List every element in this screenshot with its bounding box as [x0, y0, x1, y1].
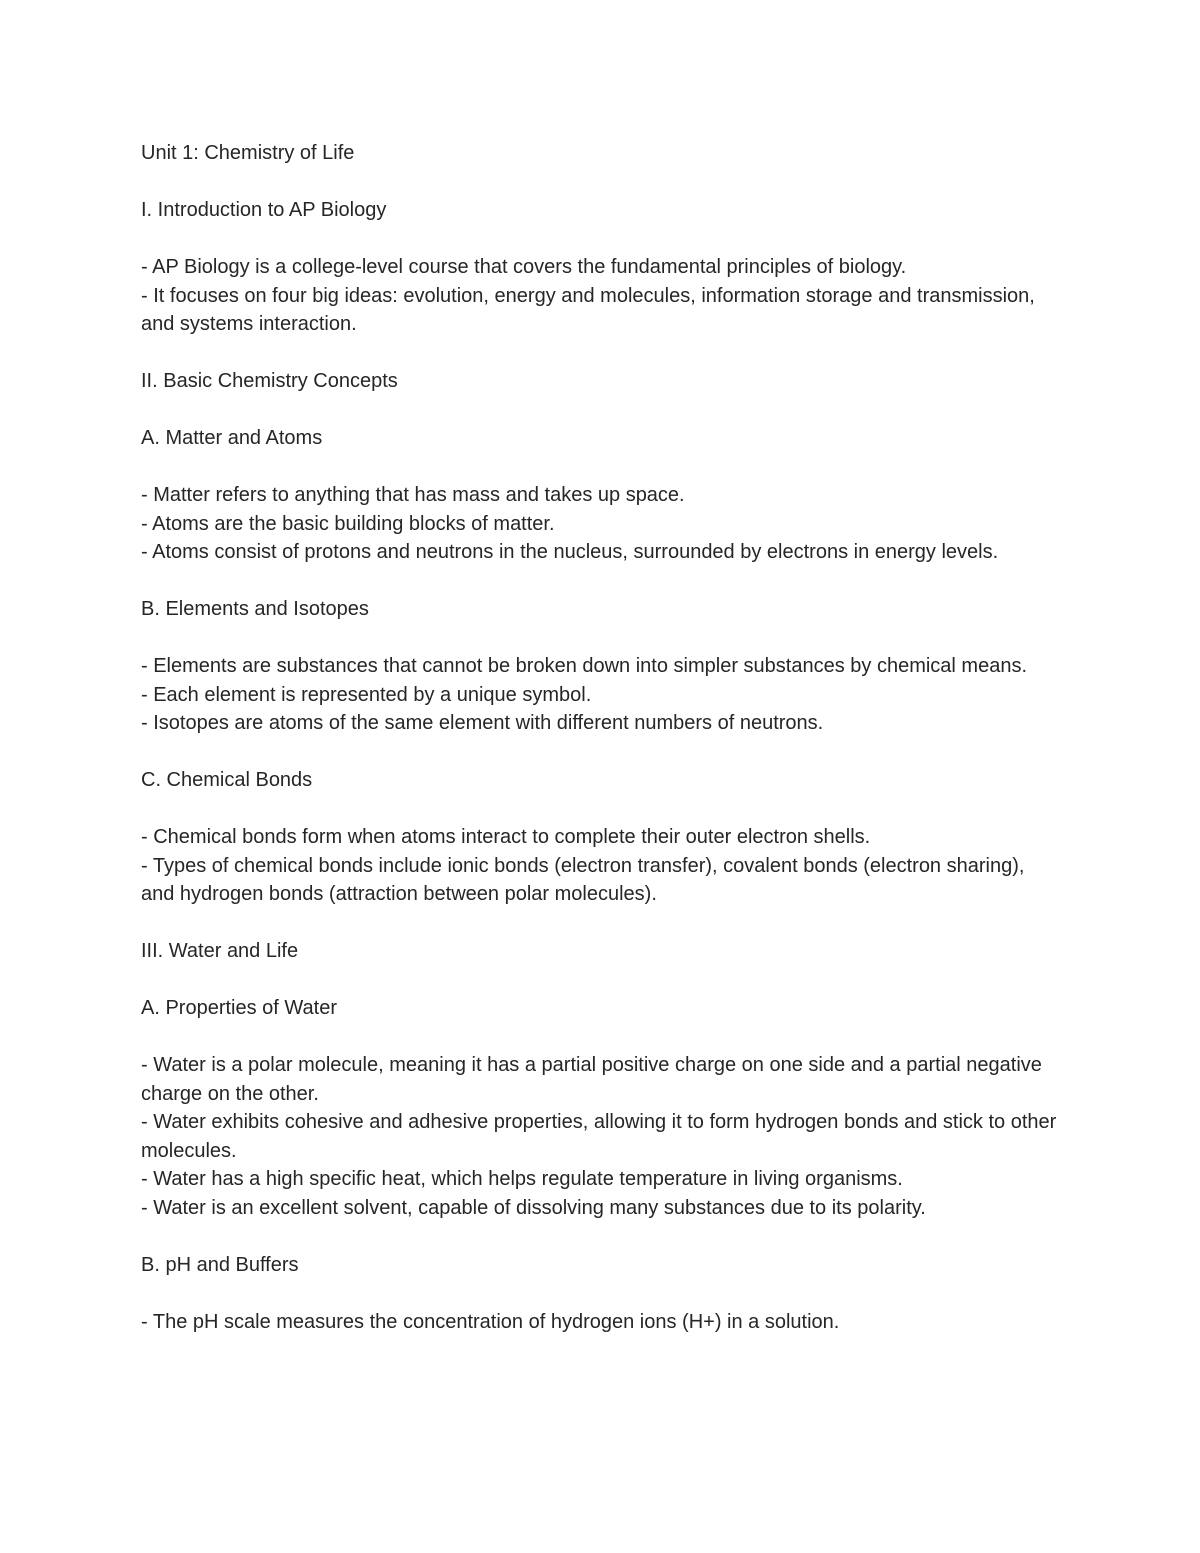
bullet-item: - Water is an excellent solvent, capable of dissolving many substances due to its polarity.	[141, 1196, 926, 1219]
bullet-item: - Atoms consist of protons and neutrons in the nucleus, surrounded by electrons in energy levels.	[141, 541, 999, 563]
spacer	[141, 1279, 1061, 1308]
section-heading: II. Basic Chemistry Concepts	[141, 370, 398, 392]
spacer	[141, 1222, 1061, 1251]
bullet-item: - Types of chemical bonds include ionic bonds (electron transfer), covalent bonds (electron sharing), and hydrogen bonds (attraction between polar molecules).	[141, 854, 1025, 905]
document-title: Unit 1: Chemistry of Life	[141, 142, 355, 164]
spacer	[141, 339, 1061, 368]
subsection-heading: C. Chemical Bonds	[141, 769, 313, 791]
section-heading: I. Introduction to AP Biology	[141, 199, 387, 221]
bullet-item: - It focuses on four big ideas: evolution, energy and molecules, information storage and transmission, and systems interaction.	[141, 284, 1035, 335]
bullet-item: - The pH scale measures the concentration of hydrogen ions (H+) in a solution.	[141, 1310, 840, 1333]
spacer	[141, 567, 1061, 596]
spacer	[141, 168, 1061, 197]
bullet-item: - Water is a polar molecule, meaning it has a partial positive charge on one side and a partial negative charge on the other.	[141, 1054, 1042, 1105]
subsection-heading: A. Properties of Water	[141, 997, 337, 1019]
spacer	[141, 909, 1061, 938]
spacer	[141, 453, 1061, 482]
bullet-item: - AP Biology is a college-level course that covers the fundamental principles of biology.	[141, 256, 907, 278]
bullet-item: - Elements are substances that cannot be broken down into simpler substances by chemical means.	[141, 655, 1028, 677]
spacer	[141, 225, 1061, 254]
bullet-item: - Isotopes are atoms of the same element with different numbers of neutrons.	[141, 712, 824, 734]
spacer	[141, 966, 1061, 995]
section-heading: III. Water and Life	[141, 940, 299, 962]
spacer	[141, 795, 1061, 824]
bullet-item: - Water exhibits cohesive and adhesive properties, allowing it to form hydrogen bonds and stick to other molecules.	[141, 1111, 1057, 1162]
bullet-item: - Chemical bonds form when atoms interact to complete their outer electron shells.	[141, 826, 871, 848]
subsection-heading: A. Matter and Atoms	[141, 427, 323, 449]
subsection-heading: B. Elements and Isotopes	[141, 598, 369, 620]
subsection-heading: B. pH and Buffers	[141, 1253, 299, 1276]
bullet-item: - Each element is represented by a unique symbol.	[141, 683, 592, 706]
bullet-item: - Atoms are the basic building blocks of matter.	[141, 512, 555, 535]
spacer	[141, 396, 1061, 425]
document-body	[141, 139, 1061, 1336]
spacer	[141, 1023, 1061, 1052]
spacer	[141, 738, 1061, 767]
bullet-item: - Water has a high specific heat, which helps regulate temperature in living organisms.	[141, 1168, 903, 1190]
bullet-item: - Matter refers to anything that has mass and takes up space.	[141, 484, 685, 506]
spacer	[141, 624, 1061, 653]
